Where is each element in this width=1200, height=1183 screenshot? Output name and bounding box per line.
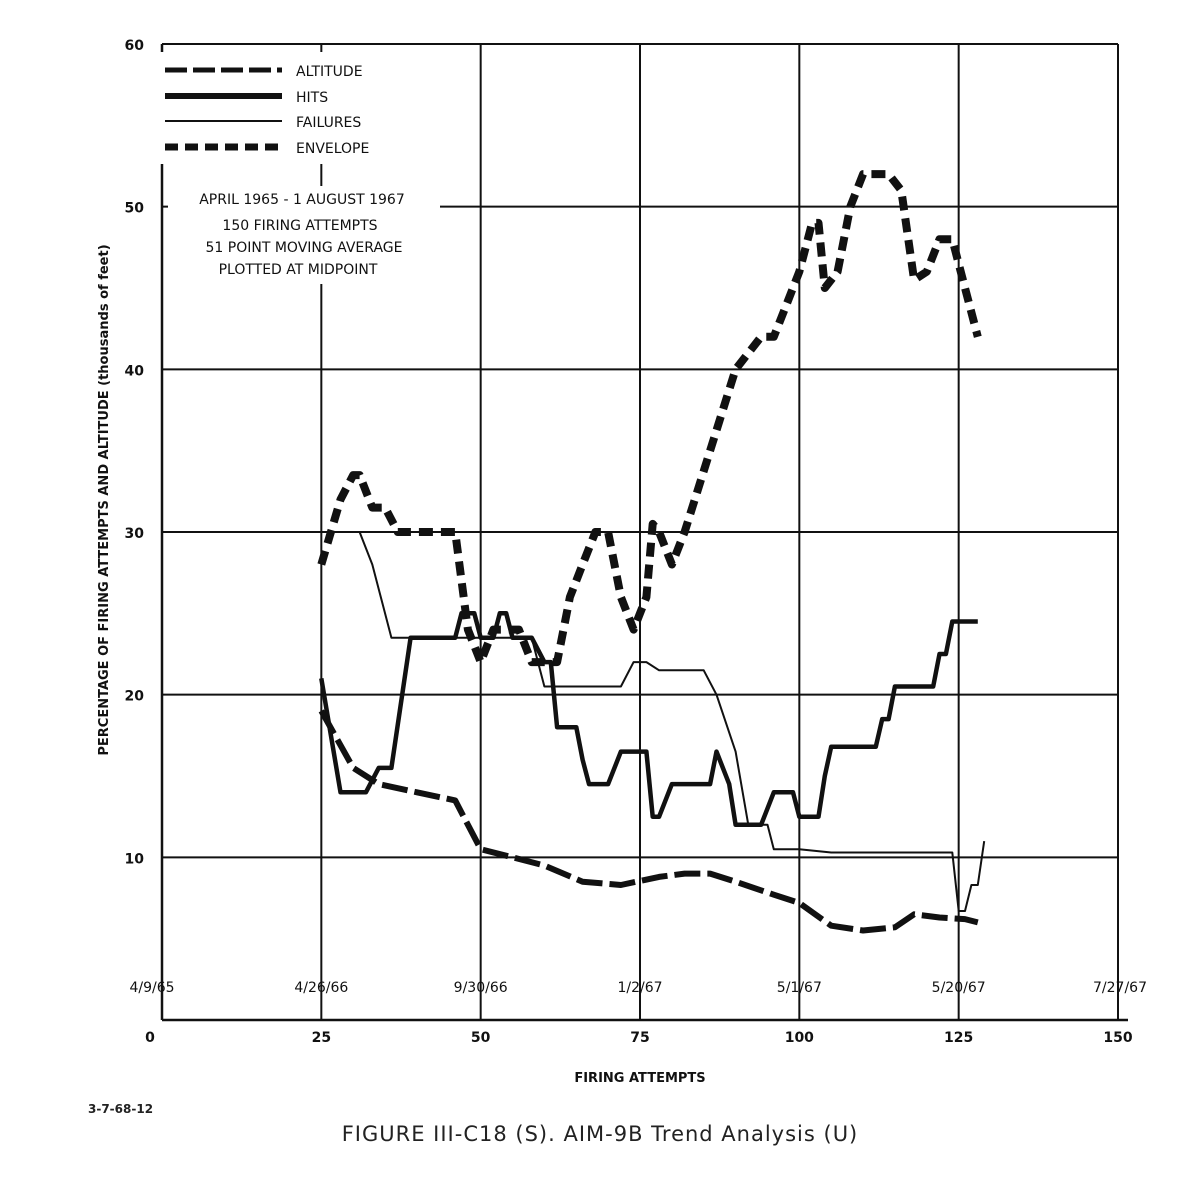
annotation-line: 51 POINT MOVING AVERAGE bbox=[205, 240, 403, 256]
series-lines bbox=[321, 174, 984, 930]
x-tick-label: 25 bbox=[311, 1030, 332, 1046]
legend-label-failures: FAILURES bbox=[296, 115, 362, 131]
date-label: 5/1/67 bbox=[776, 980, 822, 996]
y-tick-label: 60 bbox=[124, 38, 144, 54]
annotation-line: PLOTTED AT MIDPOINT bbox=[218, 262, 378, 278]
x-tick-label: 50 bbox=[470, 1030, 491, 1046]
annotation-line: APRIL 1965 - 1 AUGUST 1967 bbox=[199, 192, 405, 208]
legend-label-altitude: ALTITUDE bbox=[296, 64, 363, 80]
annotation-block bbox=[168, 186, 440, 284]
y-tick-label: 20 bbox=[124, 688, 144, 705]
date-label: 5/20/67 bbox=[931, 980, 986, 996]
series-line-failures bbox=[321, 532, 984, 911]
date-label: 9/30/66 bbox=[453, 980, 508, 996]
x-tick-label: 150 bbox=[1103, 1030, 1133, 1046]
x-tick-label: 75 bbox=[630, 1030, 650, 1046]
y-tick-label: 10 bbox=[124, 851, 144, 868]
legend bbox=[158, 52, 443, 164]
series-line-altitude bbox=[321, 711, 978, 931]
y-axis-title: PERCENTAGE OF FIRING ATTEMPTS AND ALTITUDE (thousands of feet) bbox=[97, 244, 112, 756]
document-id: 3-7-68-12 bbox=[88, 1102, 154, 1116]
date-label: 7/27/67 bbox=[1093, 980, 1147, 996]
x-tick-label: 100 bbox=[784, 1030, 814, 1046]
y-tick-label: 30 bbox=[124, 526, 144, 542]
legend-label-envelope: ENVELOPE bbox=[296, 141, 370, 157]
x-tick-label: 0 bbox=[145, 1030, 155, 1046]
y-tick-label: 50 bbox=[124, 200, 144, 217]
legend-label-hits: HITS bbox=[296, 90, 329, 106]
x-tick-label: 125 bbox=[944, 1030, 974, 1046]
y-tick-label: 40 bbox=[124, 363, 144, 380]
date-label: 1/2/67 bbox=[617, 980, 663, 996]
date-label: 4/9/65 bbox=[129, 980, 175, 996]
x-axis-title: FIRING ATTEMPTS bbox=[574, 1071, 706, 1086]
annotation-line: 150 FIRING ATTEMPTS bbox=[222, 218, 378, 234]
date-label: 4/26/66 bbox=[294, 980, 349, 996]
figure-caption: FIGURE III-C18 (S). AIM-9B Trend Analysis (U) bbox=[341, 1122, 859, 1146]
